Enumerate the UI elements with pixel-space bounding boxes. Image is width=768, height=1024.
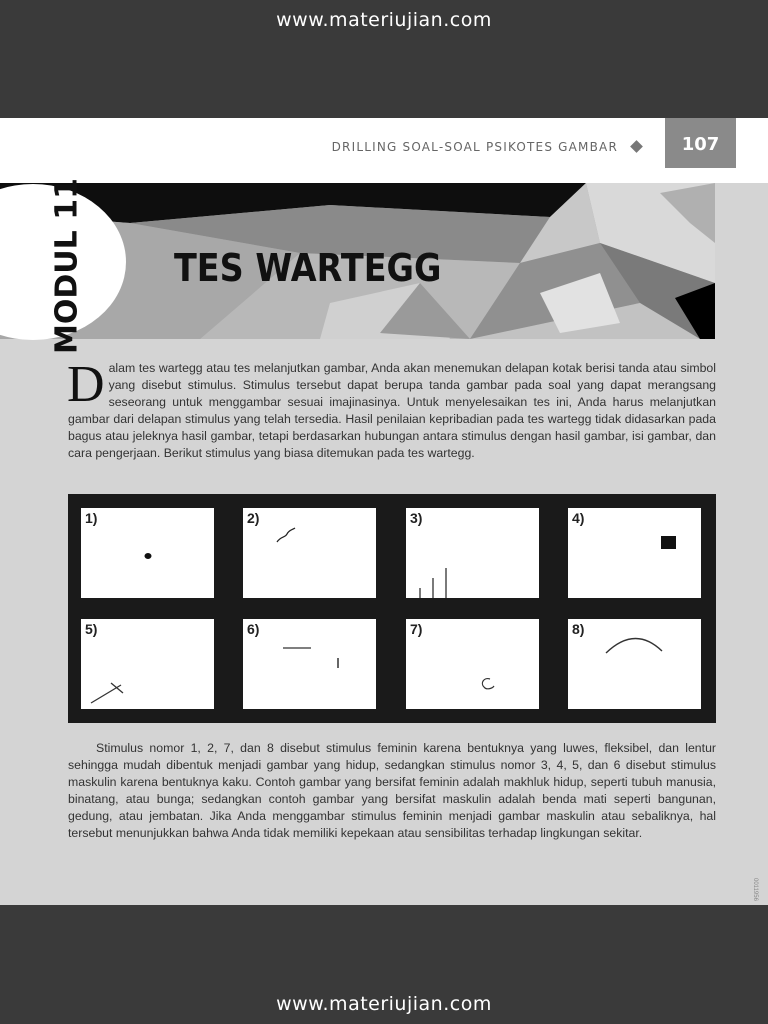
drop-cap: D: [67, 356, 105, 413]
running-title: DRILLING SOAL-SOAL PSIKOTES GAMBAR: [331, 140, 618, 154]
stimulus-label: 7): [410, 621, 423, 637]
page-header: [0, 118, 768, 183]
stimulus-label: 3): [410, 510, 423, 526]
side-code: 0011956: [752, 878, 758, 901]
intro-text: alam tes wartegg atau tes melanjutkan gambar, Anda akan menemukan delapan kotak berisi tanda atau simbol yang disebut stimulus. Stimulus tersebut dapat berupa tanda gambar pada soal yang dapat merangsang seseorang untuk menggambar sesuai imajinasinya. Untuk menyelesaikan tes ini, Anda harus melanjutkan gambar dari delapan stimulus yang telah tersedia. Hasil penilaian kepribadian pada tes wartegg tidak didasarkan pada bagus atau jeleknya hasil gambar, tetapi berdasarkan hubungan antara stimulus dengan hasil gambar, isi gambar, dan cara pengerjaan. Berikut stimulus yang biasa ditemukan pada tes wartegg.: [68, 361, 716, 460]
stimulus-box-8: [568, 619, 701, 709]
wavy-line-icon: [243, 508, 376, 598]
stimulus-label: 8): [572, 621, 585, 637]
module-label: MODUL 11: [49, 178, 85, 354]
book-page: [0, 118, 768, 905]
stimulus-box-5: [81, 619, 214, 709]
stimulus-box-7: [406, 619, 539, 709]
stimulus-label: 2): [247, 510, 260, 526]
page-number: 107: [665, 118, 736, 168]
ascending-lines-icon: [406, 508, 539, 598]
stimulus-label: 5): [85, 621, 98, 637]
stimulus-label: 1): [85, 510, 98, 526]
arc-icon: [568, 619, 701, 709]
stimulus-box-4: [568, 508, 701, 598]
small-curve-icon: [406, 619, 539, 709]
diamond-icon: [630, 140, 643, 153]
stimuli-panel: [68, 494, 716, 723]
top-bar: [0, 0, 768, 118]
dot-icon: [81, 508, 214, 598]
site-url-top[interactable]: www.materiujian.com: [276, 9, 492, 31]
body-paragraph: Stimulus nomor 1, 2, 7, dan 8 disebut stimulus feminin karena bentuknya yang luwes, fleksibel, dan lentur sehingga mudah dibentuk menjadi gambar yang hidup, sedangkan stimulus nomor 3, 4, 5, dan 6 disebut stimulus maskulin karena bentuknya kaku. Contoh gambar yang bersifat feminin adalah makhluk hidup, seperti tubuh manusia, binatang, atau bunga; sedangkan contoh gambar yang bersifat maskulin adalah benda mati seperti bangunan, gedung, atau jembatan. Jika Anda menggambar stimulus feminin menjadi gambar maskulin atau sebaliknya, hal tersebut menunjukkan bahwa Anda tidak memiliki kepekaan atau sensibilitas terhadap lingkungan sekitar.: [68, 741, 716, 840]
site-url-bottom[interactable]: www.materiujian.com: [276, 993, 492, 1015]
stimulus-box-1: [81, 508, 214, 598]
angled-lines-icon: [81, 619, 214, 709]
stimulus-label: 4): [572, 510, 585, 526]
bottom-bar: [0, 905, 768, 1024]
intro-paragraph: [67, 356, 716, 462]
stimulus-box-3: [406, 508, 539, 598]
chapter-title: TES WARTEGG: [174, 246, 442, 290]
black-square-icon: [568, 508, 701, 598]
stimulus-box-6: [243, 619, 376, 709]
stimulus-label: 6): [247, 621, 260, 637]
perpendicular-lines-icon: [243, 619, 376, 709]
stimulus-box-2: [243, 508, 376, 598]
